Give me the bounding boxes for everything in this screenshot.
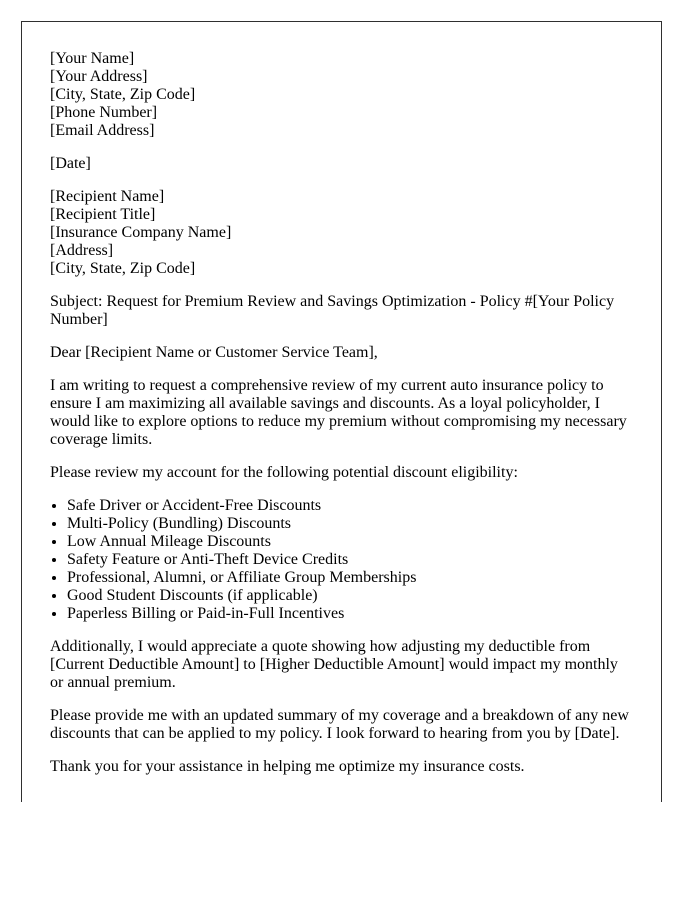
sender-address-block <box>50 50 633 140</box>
recipient-company: [Insurance Company Name] <box>50 224 232 241</box>
discount-list <box>50 497 633 623</box>
discount-item-multi-policy: • Multi-Policy (Bundling) Discounts <box>67 515 633 533</box>
sender-name: [Your Name] <box>50 50 135 67</box>
discount-item-safety-feature: • Safety Feature or Anti-Theft Device Credits <box>67 551 633 569</box>
deductible-quote-paragraph: Additionally, I would appreciate a quote showing how adjusting my deductible from [Current Deductible Amount] to [Higher Deductible Amount] would impact my monthly or annual premium. <box>50 638 618 691</box>
salutation-line: Dear [Recipient Name or Customer Service Team], <box>50 344 378 361</box>
subject-line: Subject: Request for Premium Review and Savings Optimization - Policy #[Your Policy Number] <box>50 293 615 328</box>
sender-phone: [Phone Number] <box>50 104 158 121</box>
intro-paragraph: I am writing to request a comprehensive review of my current auto insurance policy to ensure I am maximizing all available savings and discounts. As a loyal policyholder, I would like to explore options to reduce my premium without compromising my necessary coverage limits. <box>50 377 627 448</box>
sender-address: [Your Address] <box>50 68 148 85</box>
discount-item-group-membership: • Professional, Alumni, or Affiliate Group Memberships <box>67 569 633 587</box>
closing-thanks-paragraph: Thank you for your assistance in helping me optimize my insurance costs. <box>50 758 525 775</box>
recipient-title: [Recipient Title] <box>50 206 156 223</box>
recipient-address-block <box>50 188 633 278</box>
discount-item-low-mileage: • Low Annual Mileage Discounts <box>67 533 633 551</box>
letter-frame <box>21 21 662 802</box>
recipient-address: [Address] <box>50 242 114 259</box>
recipient-city-state-zip: [City, State, Zip Code] <box>50 260 196 277</box>
coverage-summary-paragraph: Please provide me with an updated summary of my coverage and a breakdown of any new discounts that can be applied to my policy. I look forward to hearing from you by [Date]. <box>50 707 629 742</box>
recipient-name: [Recipient Name] <box>50 188 165 205</box>
date-line: [Date] <box>50 155 91 172</box>
sender-city-state-zip: [City, State, Zip Code] <box>50 86 196 103</box>
sender-email: [Email Address] <box>50 122 155 139</box>
discount-item-paperless-billing: • Paperless Billing or Paid-in-Full Incentives <box>67 605 633 623</box>
discount-review-request-line: Please review my account for the following potential discount eligibility: <box>50 464 518 481</box>
discount-item-good-student: • Good Student Discounts (if applicable) <box>67 587 633 605</box>
discount-item-safe-driver: • Safe Driver or Accident-Free Discounts <box>67 497 633 515</box>
